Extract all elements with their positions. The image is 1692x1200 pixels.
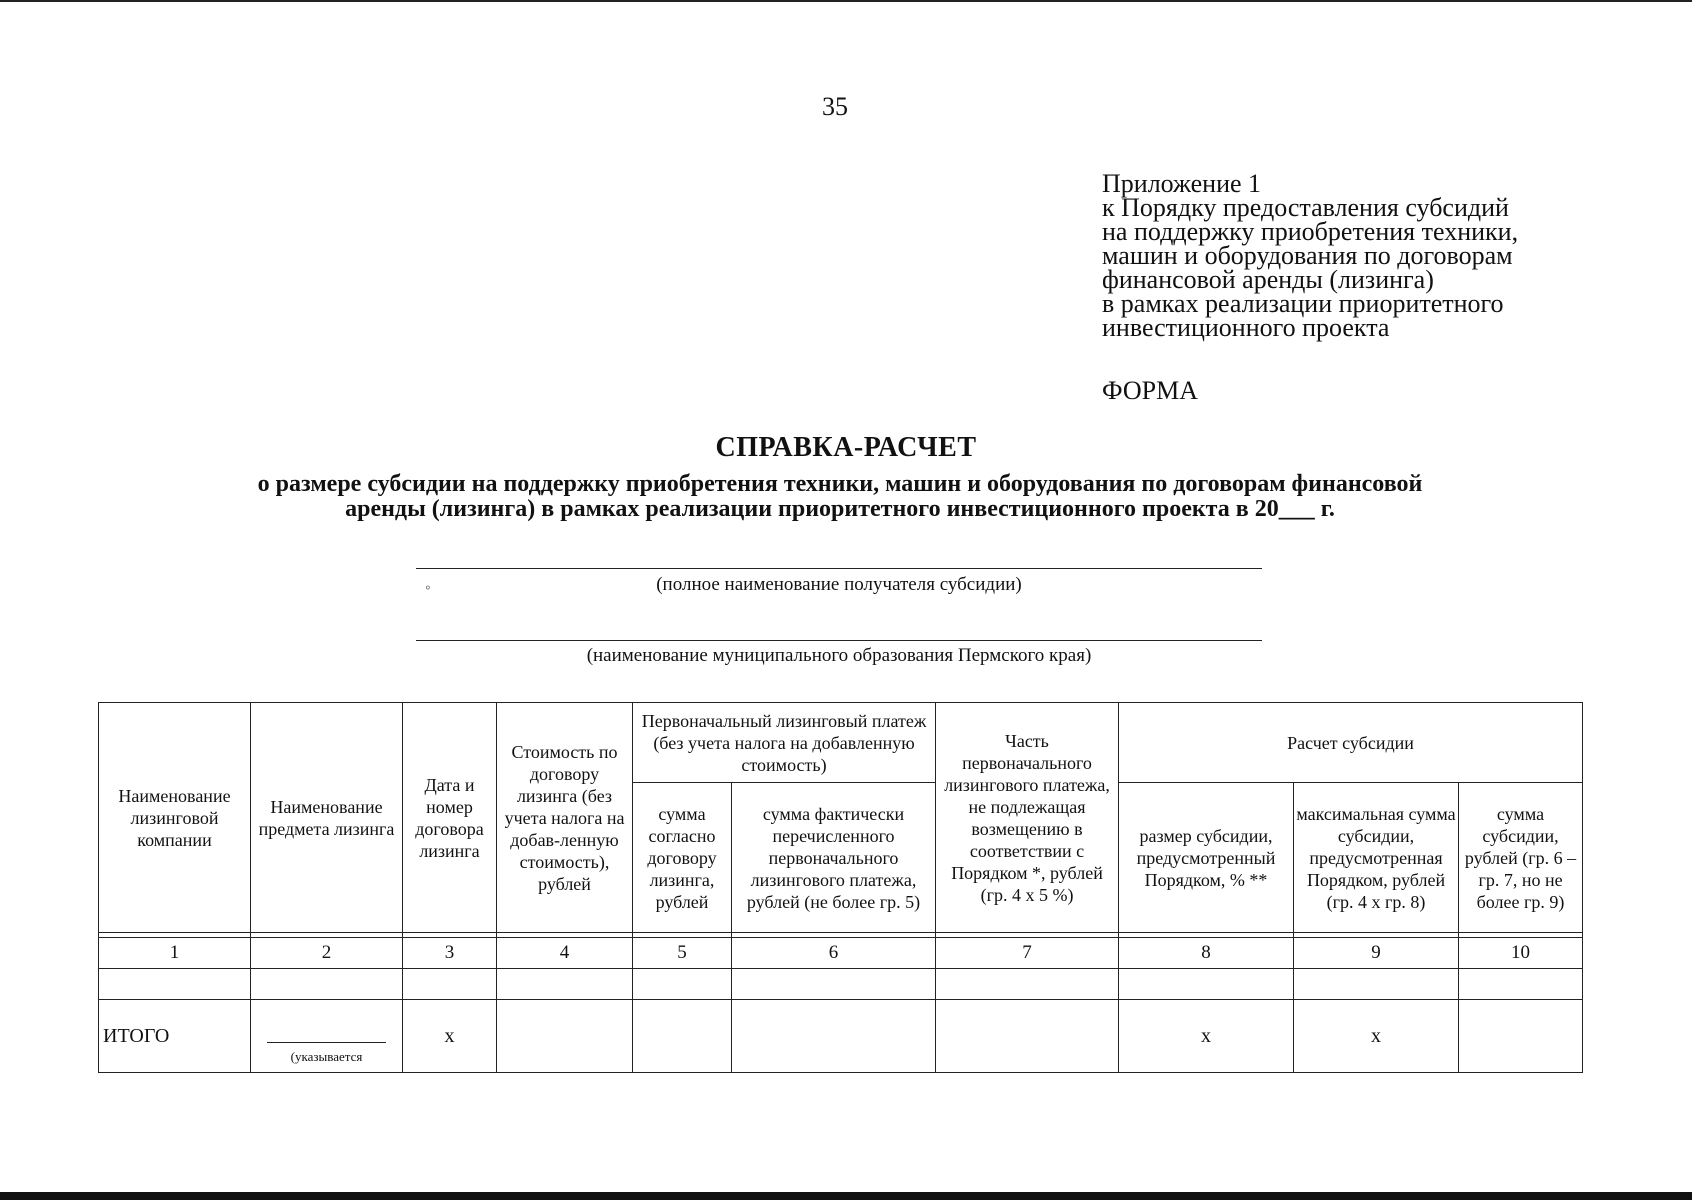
table-cell[interactable]: [1294, 969, 1459, 1000]
table-cell[interactable]: [497, 969, 633, 1000]
column-number: 2: [251, 938, 403, 969]
column-number-row: [99, 938, 1583, 969]
table-cell[interactable]: [1459, 969, 1583, 1000]
header-payment-per-contract: сумма согласно договору лизинга, рублей: [633, 783, 732, 933]
column-number: 5: [633, 938, 732, 969]
header-leasing-subject: Наименование предмета лизинга: [251, 703, 403, 933]
appendix-block: [1102, 169, 1582, 342]
total-cost-cell[interactable]: [497, 1000, 633, 1073]
column-number: 8: [1119, 938, 1294, 969]
bottom-border-bar: [0, 1192, 1692, 1200]
appendix-line: в рамках реализации приоритетного: [1102, 289, 1504, 318]
total-subject-cell[interactable]: [251, 1000, 403, 1073]
total-label: ИТОГО: [99, 1000, 251, 1073]
subsidy-calculation-table: [98, 702, 1583, 1073]
document-subtitle: [100, 472, 1580, 522]
column-number: 1: [99, 938, 251, 969]
header-contract-cost: Стоимость по договору лизинга (без учета налога на добав-ленную стоимость), рублей: [497, 703, 633, 933]
top-border-line: [0, 0, 1692, 2]
appendix-line: машин и оборудования по договорам: [1102, 241, 1513, 270]
header-non-reimbursable-part: Часть первоначального лизингового платежа, не подлежащая возмещению в соответствии с Порядком *, рублей (гр. 4 x 5 %): [936, 703, 1119, 933]
total-non-reimbursable-cell[interactable]: [936, 1000, 1119, 1073]
column-number: 9: [1294, 938, 1459, 969]
recipient-name-line[interactable]: [416, 568, 1262, 569]
header-initial-payment-group: Первоначальный лизинговый платеж (без учета налога на добавленную стоимость): [633, 703, 936, 783]
appendix-line: инвестиционного проекта: [1102, 313, 1390, 342]
table-cell[interactable]: [633, 969, 732, 1000]
appendix-line: финансовой аренды (лизинга): [1102, 265, 1434, 294]
note-underline: [267, 1042, 386, 1043]
column-number: 10: [1459, 938, 1583, 969]
document-title: СПРАВКА-РАСЧЕТ: [715, 432, 977, 463]
total-subject-note: (указывается: [290, 1049, 363, 1064]
table-cell[interactable]: [1119, 969, 1294, 1000]
appendix-line: Приложение 1: [1102, 169, 1262, 198]
header-subsidy-amount: сумма субсидии, рублей (гр. 6 – гр. 7, но не более гр. 9): [1459, 783, 1583, 933]
form-label: ФОРМА: [1102, 376, 1198, 405]
table-cell[interactable]: [251, 969, 403, 1000]
column-number: 3: [403, 938, 497, 969]
header-subsidy-rate: размер субсидии, предусмотренный Порядком, % **: [1119, 783, 1294, 933]
total-subsidy-cell[interactable]: [1459, 1000, 1583, 1073]
table-cell[interactable]: [732, 969, 936, 1000]
total-max-subsidy-cell: x: [1294, 1000, 1459, 1073]
total-payment-actual-cell[interactable]: [732, 1000, 936, 1073]
subtitle-line: аренды (лизинга) в рамках реализации приоритетного инвестиционного проекта в 20___ г.: [345, 496, 1335, 522]
header-leasing-company: Наименование лизинговой компании: [99, 703, 251, 933]
appendix-line: на поддержку приобретения техники,: [1102, 217, 1519, 246]
table-cell[interactable]: [936, 969, 1119, 1000]
header-payment-actual: сумма фактически перечисленного первоначального лизингового платежа, рублей (не более гр. 5): [732, 783, 936, 933]
column-number: 6: [732, 938, 936, 969]
table-cell[interactable]: [403, 969, 497, 1000]
subtitle-line: о размере субсидии на поддержку приобретения техники, машин и оборудования по договорам финансовой: [257, 471, 1423, 497]
column-number: 4: [497, 938, 633, 969]
recipient-name-caption: (полное наименование получателя субсидии): [656, 574, 1022, 595]
total-row: [99, 1000, 1583, 1073]
appendix-line: к Порядку предоставления субсидий: [1102, 193, 1509, 222]
scan-mark: ⸰: [425, 583, 431, 594]
page-number: 35: [822, 92, 848, 121]
header-max-subsidy: максимальная сумма субсидии, предусмотренная Порядком, рублей (гр. 4 x гр. 8): [1294, 783, 1459, 933]
total-payment-contract-cell[interactable]: [633, 1000, 732, 1073]
municipality-name-caption: (наименование муниципального образования Пермского края): [586, 645, 1092, 666]
header-subsidy-calc-group: Расчет субсидии: [1119, 703, 1583, 783]
total-date-cell: x: [403, 1000, 497, 1073]
header-contract-date-number: Дата и номер договора лизинга: [403, 703, 497, 933]
total-rate-cell: x: [1119, 1000, 1294, 1073]
municipality-name-line[interactable]: [416, 640, 1262, 641]
column-number: 7: [936, 938, 1119, 969]
table-cell[interactable]: [99, 969, 251, 1000]
data-entry-row: [99, 969, 1583, 1000]
